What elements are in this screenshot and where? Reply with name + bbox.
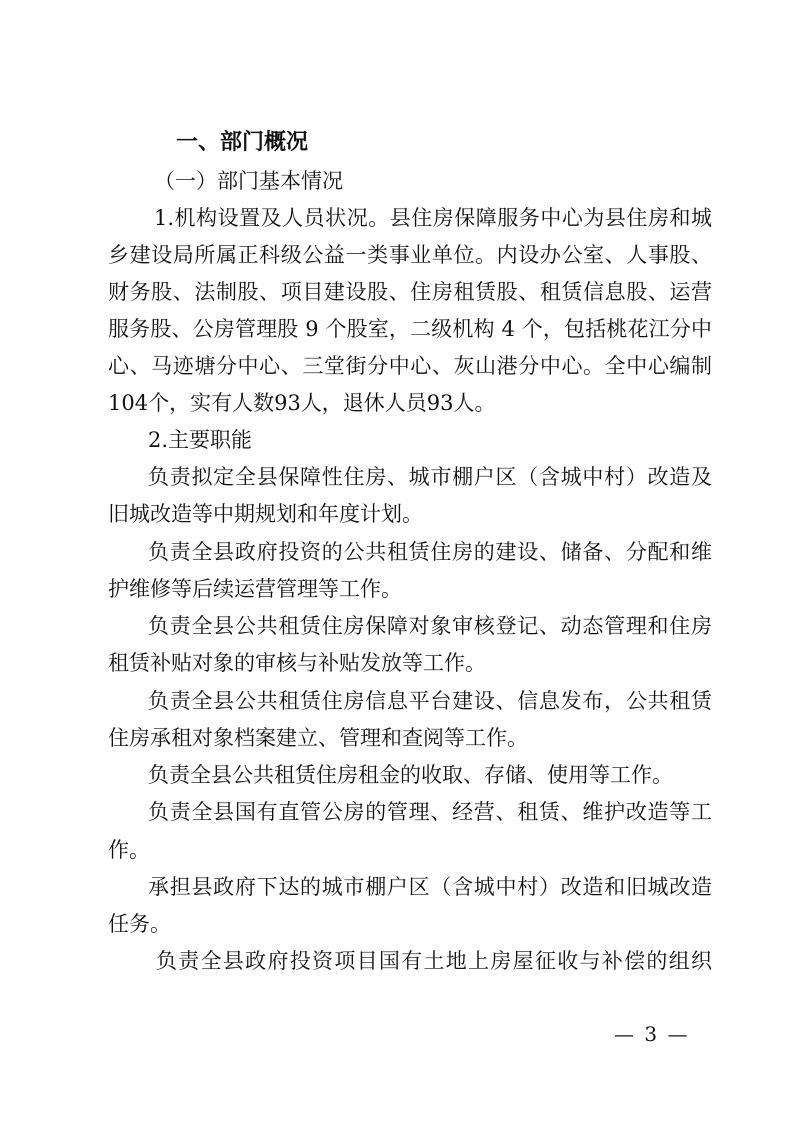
paragraph-line: 2.主要职能	[148, 428, 253, 452]
section-heading: 一、部门概况	[176, 130, 309, 155]
subsection-heading: （一）部门基本情况	[154, 169, 343, 193]
paragraph-line: 租赁补贴对象的审核与补贴发放等工作。	[108, 651, 486, 675]
paragraph-line: 任务。	[108, 912, 171, 936]
paragraph-line: 旧城改造等中期规划和年度计划。	[108, 502, 423, 526]
paragraph-line: 作。	[108, 838, 150, 862]
paragraph-line: 住房承租对象档案建立、管理和查阅等工作。	[108, 726, 528, 750]
paragraph-line: 承担县政府下达的城市棚户区（含城中村）改造和旧城改造	[148, 875, 712, 899]
paragraph-line: 负责全县公共租赁住房信息平台建设、信息发布，公共租赁	[148, 689, 712, 713]
paragraph-line: 104个，实有人数93人，退休人员93人。	[108, 391, 496, 415]
paragraph-line: 负责全县政府投资项目国有土地上房屋征收与补偿的组织	[156, 949, 712, 973]
paragraph-line: 负责全县公共租赁住房租金的收取、存储、使用等工作。	[148, 763, 673, 787]
paragraph-line: 服务股、公房管理股 9 个股室，二级机构 4 个，包括桃花江分中	[108, 317, 712, 341]
paragraph-line: 负责全县国有直管公房的管理、经营、租赁、维护改造等工	[148, 800, 712, 824]
paragraph-line: 财务股、法制股、项目建设股、住房租赁股、租赁信息股、运营	[108, 280, 712, 304]
paragraph-line: 护维修等后续运营管理等工作。	[108, 577, 402, 601]
paragraph-line: 1.机构设置及人员状况。县住房保障服务中心为县住房和城	[154, 206, 712, 230]
paragraph-line: 乡建设局所属正科级公益一类事业单位。内设办公室、人事股、	[108, 243, 712, 267]
paragraph-line: 负责全县公共租赁住房保障对象审核登记、动态管理和住房	[148, 614, 712, 638]
paragraph-line: 负责拟定全县保障性住房、城市棚户区（含城中村）改造及	[148, 465, 712, 489]
page-number: — 3 —	[614, 1022, 690, 1046]
paragraph-line: 负责全县政府投资的公共租赁住房的建设、储备、分配和维	[148, 540, 712, 564]
paragraph-line: 心、马迹塘分中心、三堂街分中心、灰山港分中心。全中心编制	[108, 354, 712, 378]
